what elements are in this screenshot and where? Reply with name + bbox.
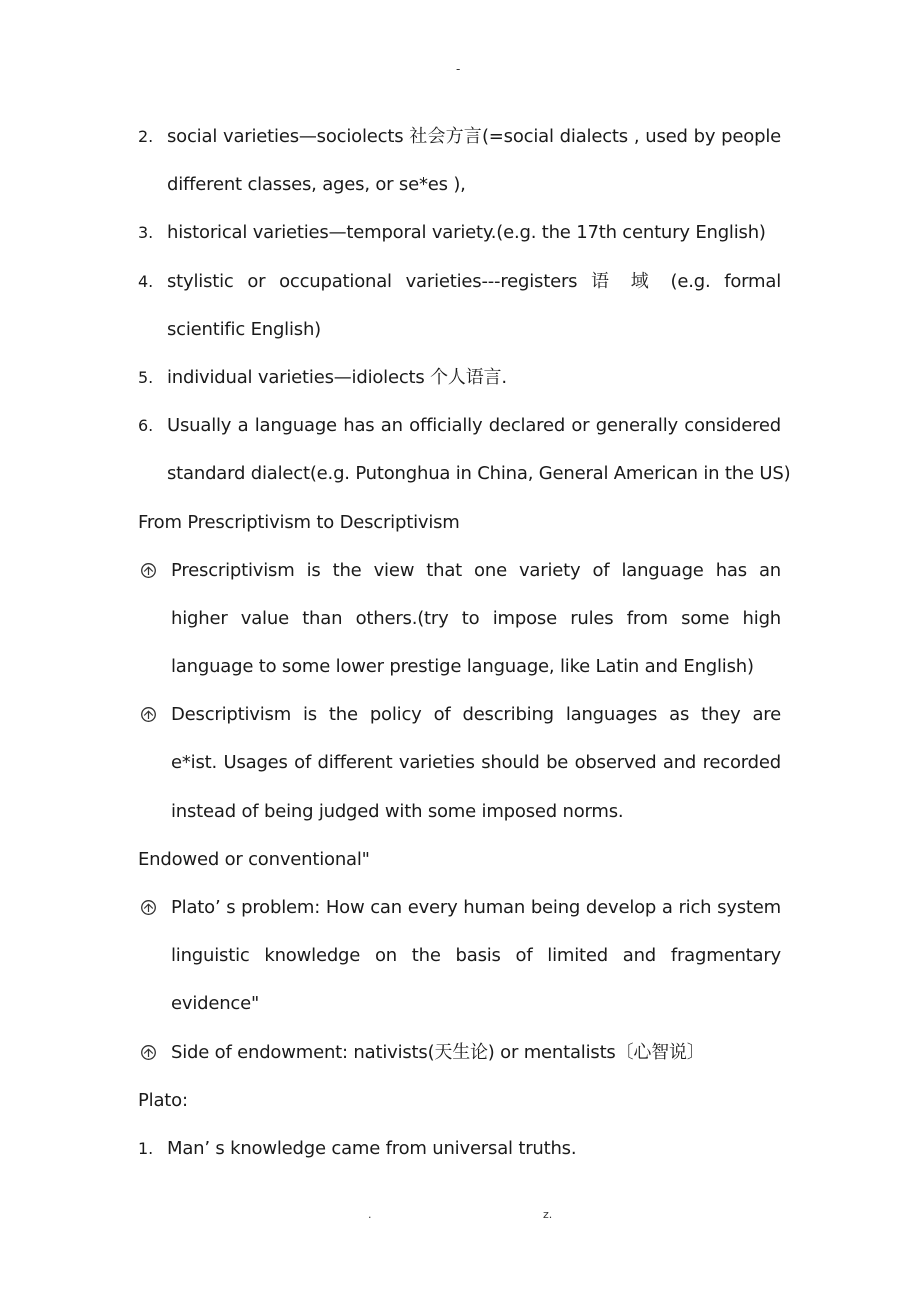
list-item-text: standard dialect(e.g. Putonghua in China, General American in the US)	[167, 463, 791, 485]
list-item	[138, 258, 781, 354]
list-item-text: historical varieties—temporal variety.(e.g. the 17th century English)	[167, 222, 766, 244]
list-number: 4.	[138, 271, 154, 291]
list-item	[138, 354, 781, 402]
bullet-item	[138, 547, 781, 692]
list-item-text: social varieties—sociolects 社会方言(=social dialects , used by people	[167, 126, 781, 147]
bullet-text: e*ist. Usages of different varieties should be observed and recorded	[171, 752, 781, 774]
list-number: 1.	[138, 1138, 154, 1158]
list-item	[138, 209, 781, 257]
bullet-item	[138, 884, 781, 1029]
section-heading: Plato:	[138, 1089, 188, 1111]
list-item-text: stylistic or occupational varieties---registers 语 域 (e.g. formal	[167, 270, 781, 292]
section-heading: From Prescriptivism to Descriptivism	[138, 511, 460, 533]
bullet-text: Descriptivism is the policy of describing languages as they are	[171, 704, 781, 726]
list-number: 6.	[138, 416, 154, 436]
bullet-text: higher value than others.(try to impose rules from some high	[171, 607, 781, 629]
bullet-text: Side of endowment: nativists(天生论) or mentalists〔心智说〕	[171, 1041, 705, 1063]
list-item-text: scientific English)	[167, 318, 321, 340]
list-item-text: Usually a language has an officially declared or generally considered	[167, 415, 781, 437]
list-item-text: Man’ s knowledge came from universal truths.	[167, 1137, 577, 1159]
page-header-mark: -	[456, 62, 461, 76]
bullet-icon	[140, 1044, 157, 1061]
document-body	[138, 113, 791, 1173]
list-number: 2.	[138, 127, 154, 146]
bullet-text: linguistic knowledge on the basis of limited and fragmentary	[171, 945, 781, 967]
bullet-icon	[140, 899, 157, 916]
list-number: 3.	[138, 223, 154, 243]
bullet-text: instead of being judged with some imposed norms.	[171, 800, 624, 822]
bullet-text: evidence"	[171, 993, 260, 1015]
page-footer-left: .	[368, 1208, 372, 1221]
list-item	[138, 402, 791, 498]
bullet-icon	[140, 562, 157, 579]
bullet-item	[138, 1029, 781, 1077]
bullet-text: language to some lower prestige language, like Latin and English)	[171, 656, 754, 678]
section-heading: Endowed or conventional"	[138, 848, 370, 870]
bullet-text: Plato’ s problem: How can every human being develop a rich system	[171, 897, 781, 918]
list-number: 5.	[138, 367, 154, 387]
list-item-text: individual varieties—idiolects 个人语言.	[167, 366, 507, 388]
list-item	[138, 1125, 781, 1173]
bullet-text: Prescriptivism is the view that one variety of language has an	[171, 559, 781, 581]
list-item-text: different classes, ages, or se*es ),	[167, 174, 466, 196]
bullet-item	[138, 691, 781, 836]
bullet-icon	[140, 706, 157, 723]
page-footer-right: z.	[543, 1208, 553, 1221]
list-item	[138, 113, 781, 209]
